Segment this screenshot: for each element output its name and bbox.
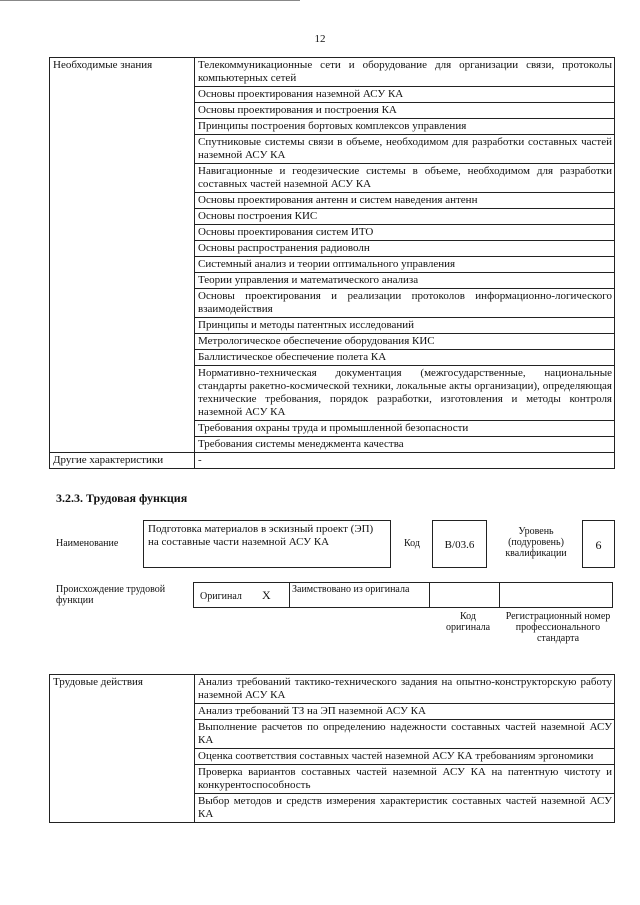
row-header: Необходимые знания [50, 58, 195, 453]
list-item: Основы проектирования систем ИТО [195, 225, 615, 241]
other-value: - [195, 453, 615, 469]
function-name-box: Подготовка материалов в эскизный проект (ЭП) на составные части наземной АСУ КА [143, 520, 391, 568]
original-mark: X [262, 588, 271, 602]
level-value-box: 6 [582, 520, 615, 568]
level-label: Уровень (подуровень) квалификации [505, 526, 567, 559]
list-item: Принципы и методы патентных исследований [195, 318, 615, 334]
list-item: Анализ требований тактико-технического задания на опытно-конструкторскую работу наземной АСУ КА [195, 675, 615, 704]
actions-table [49, 674, 615, 823]
list-item: Навигационные и геодезические системы в объеме, необходимом для разработки составных частей наземной АСУ КА [195, 164, 615, 193]
list-item: Теории управления и математического анализа [195, 273, 615, 289]
list-item: Требования системы менеджмента качества [195, 437, 615, 453]
code-label: Код [404, 538, 420, 549]
origin-code-label: Код оригинала [445, 611, 491, 633]
list-item: Проверка вариантов составных частей наземной АСУ КА на патентную чистоту и конкурентоспособность [195, 765, 615, 794]
original-cell [194, 583, 290, 607]
list-item: Основы распространения радиоволн [195, 241, 615, 257]
top-rule [0, 0, 300, 4]
borrowed-cell [289, 583, 430, 607]
list-item: Анализ требований ТЗ на ЭП наземной АСУ КА [195, 704, 615, 720]
list-item: Основы проектирования антенн и систем наведения антенн [195, 193, 615, 209]
list-item: Выбор методов и средств измерения характеристик составных частей наземной АСУ КА [195, 794, 615, 823]
name-label: Наименование [56, 538, 119, 549]
origin-row [193, 582, 613, 608]
table-row [50, 675, 615, 704]
original-label: Оригинал [200, 591, 242, 602]
table-row [50, 58, 615, 87]
list-item: Основы проектирования и построения КА [195, 103, 615, 119]
list-item: Принципы построения бортовых комплексов управления [195, 119, 615, 135]
list-item: Основы проектирования и реализации протоколов информационно-логического взаимодействия [195, 289, 615, 318]
page-number: 12 [314, 33, 326, 45]
list-item: Оценка соответствия составных частей наземной АСУ КА требованиям эргономики [195, 749, 615, 765]
list-item: Спутниковые системы связи в объеме, необходимом для разработки составных частей наземной АСУ КА [195, 135, 615, 164]
list-item: Основы построения КИС [195, 209, 615, 225]
list-item: Выполнение расчетов по определению надежности составных частей наземной АСУ КА [195, 720, 615, 749]
row-header: Трудовые действия [50, 675, 195, 823]
list-item: Баллистическое обеспечение полета КА [195, 350, 615, 366]
origin-code-cell [429, 583, 500, 607]
list-item: Системный анализ и теории оптимального управления [195, 257, 615, 273]
borrowed-label: Заимствовано из оригинала [292, 584, 410, 595]
knowledge-table [49, 57, 615, 469]
row-header: Другие характеристики [50, 453, 195, 469]
code-value-box: B/03.6 [432, 520, 487, 568]
list-item: Метрологическое обеспечение оборудования КИС [195, 334, 615, 350]
list-item: Требования охраны труда и промышленной безопасности [195, 421, 615, 437]
origin-label: Происхождение трудовой функции [56, 584, 166, 606]
list-item: Нормативно-техническая документация (межгосударственные, национальные стандарты ракетно-космической техники, локальные акты организации), определяющая технические требования, порядок разработки, изготовления и методы контроля наземной АСУ КА [195, 366, 615, 421]
section-title: 3.2.3. Трудовая функция [56, 491, 188, 505]
table-row [50, 453, 615, 469]
list-item: Основы проектирования наземной АСУ КА [195, 87, 615, 103]
reg-number-label: Регистрационный номер профессионального стандарта [505, 611, 611, 644]
list-item: Телекоммуникационные сети и оборудование для организации связи, протоколы компьютерных сетей [195, 58, 615, 87]
